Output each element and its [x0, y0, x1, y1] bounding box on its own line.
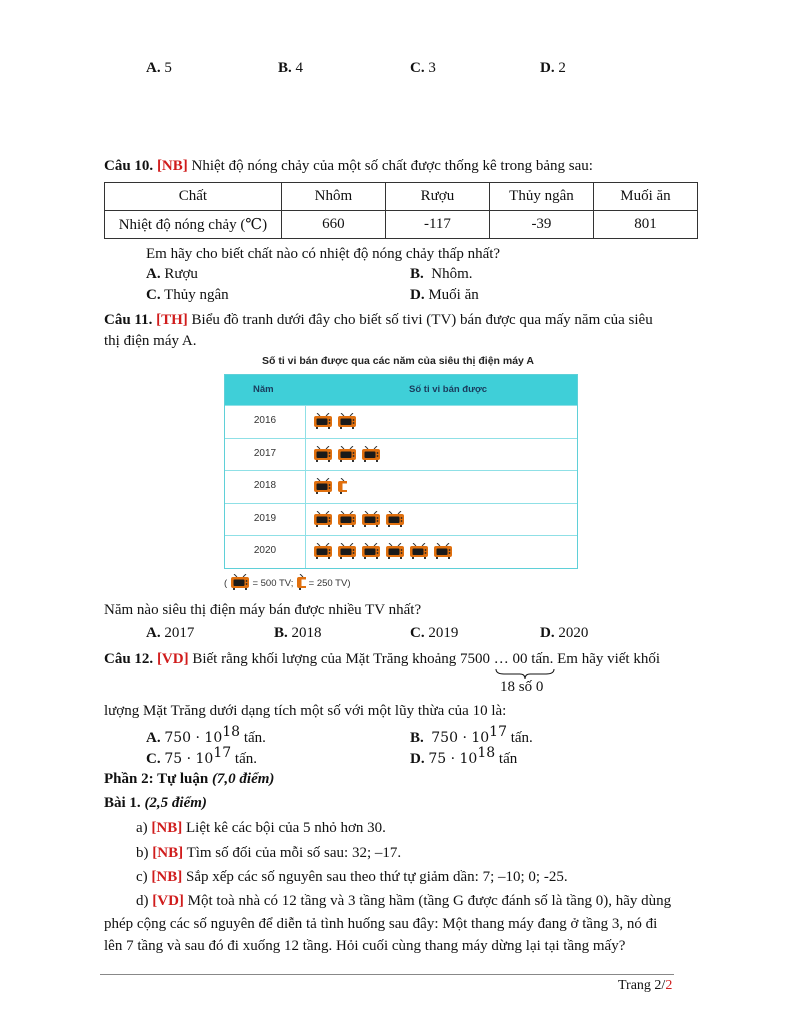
q11-option-d: D. 2020 — [540, 625, 589, 641]
chart-row-divider — [305, 536, 306, 568]
tv-full-icon — [337, 511, 357, 527]
q11-option-a: A. 2017 — [146, 625, 195, 641]
q12-stem: Câu 12. [VD] Biết rằng khối lượng của Mặt Trăng khoảng 7500 … 00 tấn. Em hãy viết khối — [104, 651, 661, 667]
chart-row-divider — [305, 439, 306, 471]
bai1-item-c: c) [NB] Sắp xếp các số nguyên sau theo thứ tự giảm dần: 7; –10; 0; -25. — [136, 869, 568, 885]
chart-row-2018 — [225, 470, 577, 503]
page-number: Trang 2/2 — [618, 978, 673, 993]
q10-options-row2 — [0, 287, 792, 307]
bai1-heading: Bài 1. (2,5 điểm) — [104, 795, 207, 811]
part2-heading: Phần 2: Tự luận (7,0 điểm) — [104, 771, 275, 787]
table-cell: 660 — [281, 211, 385, 239]
tv-full-icon — [337, 543, 357, 559]
tv-full-icon — [313, 543, 333, 559]
q12-option-a: A. $750 \cdot 10^{18}$ tấn. — [146, 724, 266, 746]
tv-full-icon — [313, 511, 333, 527]
chart-col-year: Năm — [253, 384, 274, 395]
q10-option-c: C. Thủy ngân — [146, 287, 229, 303]
table-cell: Nhôm — [281, 183, 385, 211]
tv-pictograph-chart — [222, 352, 578, 592]
chart-row-2019 — [225, 503, 577, 536]
table-cell: Thủy ngân — [489, 183, 593, 211]
q11-question: Năm nào siêu thị điện máy bán được nhiều TV nhất? — [104, 602, 422, 618]
q10-table — [104, 182, 698, 239]
bai1-item-d-line2: phép cộng các số nguyên để diễn tả tình huống sau đây: Một thang máy đang ở tầng 3, nó đi — [104, 916, 658, 932]
q10-stem: Câu 10. [NB] Nhiệt độ nóng chảy của một số chất được thống kê trong bảng sau: — [104, 158, 593, 174]
bai1-item-a: a) [NB] Liệt kê các bội của 5 nhỏ hơn 30. — [136, 820, 386, 836]
bai1-item-d-line3: lên 7 tầng và sau đó đi xuống 12 tầng. Hỏi cuối cùng thang máy dừng lại tại tầng mấy? — [104, 938, 626, 954]
tv-full-icon — [313, 446, 333, 462]
q9-option-b: B. 4 — [278, 60, 304, 76]
q12-option-d: D. $75 \cdot 10^{18}$ tấn — [410, 745, 518, 767]
q11-stem-line2: thị điện máy A. — [104, 333, 197, 349]
chart-title: Số ti vi bán được qua các năm của siêu thị điện máy A — [262, 355, 535, 367]
q12-option-c: C. $75 \cdot 10^{17}$ tấn. — [146, 745, 257, 767]
tv-full-icon — [337, 446, 357, 462]
q11-stem: Câu 11. [TH] Biểu đồ tranh dưới đây cho biết số tivi (TV) bán được qua mấy năm của siêu — [104, 312, 653, 328]
q12-number: 00 … 00 — [475, 651, 528, 667]
tv-full-icon — [361, 446, 381, 462]
chart-row-divider — [305, 471, 306, 503]
q10-question: Em hãy cho biết chất nào có nhiệt độ nóng chảy thấp nhất? — [146, 246, 501, 262]
chart-row-2016 — [225, 405, 577, 438]
q11-options — [0, 625, 792, 645]
tv-full-icon — [433, 543, 453, 559]
table-cell: Rượu — [385, 183, 489, 211]
tv-full-icon — [385, 511, 405, 527]
q11-option-b: B. 2018 — [274, 625, 322, 641]
chart-year-label: 2019 — [253, 512, 277, 524]
chart-legend: ( = 500 TV; = 250 TV) — [224, 574, 350, 590]
q9-option-c: C. 3 — [410, 60, 436, 76]
q12-options-row2 — [0, 745, 792, 765]
q11-option-c: C. 2019 — [410, 625, 459, 641]
tv-full-icon — [337, 413, 357, 429]
tv-full-icon — [230, 574, 250, 590]
bai1-item-d: d) [VD] Một toà nhà có 12 tầng và 3 tầng hầm (tầng G được đánh số là tầng 0), hãy dùng — [136, 893, 672, 909]
tv-full-icon — [361, 511, 381, 527]
chart-header — [225, 375, 577, 405]
chart-year-label: 2016 — [253, 415, 277, 426]
q12-option-b: B. $750 \cdot 10^{17}$ tấn. — [410, 724, 533, 746]
tv-full-icon — [313, 413, 333, 429]
bai1-item-b: b) [NB] Tìm số đối của mỗi số sau: 32; –17. — [136, 845, 402, 861]
q9-options — [0, 60, 792, 80]
chart-year-label: 2018 — [253, 480, 277, 491]
tv-full-icon — [313, 478, 333, 494]
q10-table-header — [105, 183, 698, 211]
tv-full-icon — [385, 543, 405, 559]
chart-row-2017 — [225, 438, 577, 471]
tv-half-icon — [337, 478, 347, 494]
chart-col-count: Số ti vi bán được — [409, 384, 488, 395]
q9-option-a: A. 5 — [146, 60, 172, 76]
table-cell: Chất — [105, 183, 282, 211]
tv-full-icon — [361, 543, 381, 559]
chart-table — [224, 374, 578, 569]
q12-brace-note: 18 số 0 — [500, 679, 544, 695]
tv-full-icon — [409, 543, 429, 559]
table-cell: Muối ăn — [593, 183, 697, 211]
q10-table-row — [105, 211, 698, 239]
tv-half-icon — [296, 574, 306, 590]
q10-options-row1 — [0, 266, 792, 286]
legend-open-paren: ( — [224, 578, 228, 589]
q9-option-d: D. 2 — [540, 60, 566, 76]
chart-row-divider — [305, 504, 306, 536]
table-cell: Nhiệt độ nóng chảy (℃) — [105, 211, 282, 239]
q10-option-d: D. Muối ăn — [410, 287, 479, 303]
q10-option-b: B. Nhôm. — [410, 266, 473, 282]
chart-year-label: 2020 — [253, 545, 277, 556]
chart-year-label: 2017 — [253, 447, 277, 459]
table-cell: 801 — [593, 211, 697, 239]
chart-row-divider — [305, 406, 306, 438]
q10-option-a: A. Rượu — [146, 266, 198, 282]
q12-stem-line2: lượng Mặt Trăng dưới dạng tích một số với một lũy thừa của 10 là: — [104, 703, 507, 719]
footer-divider — [100, 974, 674, 975]
table-cell: -39 — [489, 211, 593, 239]
q12-options-row1 — [0, 724, 792, 744]
chart-row-2020 — [225, 535, 577, 568]
table-cell: -117 — [385, 211, 489, 239]
